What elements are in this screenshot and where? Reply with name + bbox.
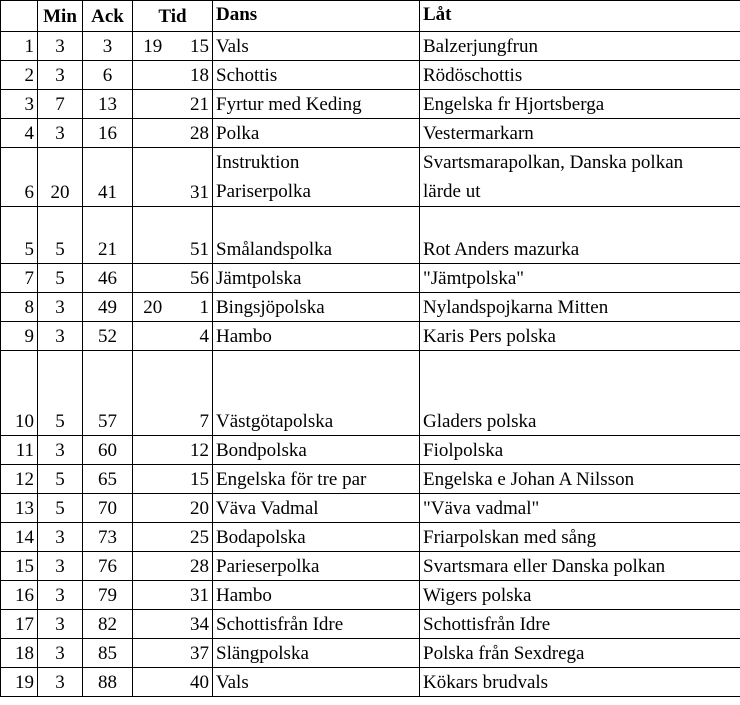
cell-min: 3 bbox=[38, 293, 83, 322]
cell-min: 3 bbox=[38, 581, 83, 610]
cell-lat: Schottisfrån Idre bbox=[420, 610, 740, 639]
cell-tid-minute: 31 bbox=[173, 148, 213, 207]
cell-nr: 18 bbox=[1, 639, 38, 668]
cell-min: 3 bbox=[38, 668, 83, 697]
cell-ack: 21 bbox=[83, 207, 133, 264]
cell-lat: Gladers polska bbox=[420, 351, 740, 436]
cell-min: 5 bbox=[38, 351, 83, 436]
cell-lat: Engelska fr Hjortsberga bbox=[420, 90, 740, 119]
cell-nr: 13 bbox=[1, 494, 38, 523]
cell-ack: 76 bbox=[83, 552, 133, 581]
cell-dans: Fyrtur med Keding bbox=[213, 90, 420, 119]
table-row bbox=[1, 61, 740, 90]
cell-tid-minute: 12 bbox=[173, 436, 213, 465]
cell-min: 3 bbox=[38, 523, 83, 552]
cell-min: 5 bbox=[38, 264, 83, 293]
cell-lat-line: Svartsmarapolkan, Danska polkan bbox=[423, 152, 684, 173]
cell-ack: 88 bbox=[83, 668, 133, 697]
cell-dans: Hambo bbox=[213, 322, 420, 351]
cell-nr: 14 bbox=[1, 523, 38, 552]
cell-dans: Bodapolska bbox=[213, 523, 420, 552]
cell-lat: Fiolpolska bbox=[420, 436, 740, 465]
cell-dans: Schottis bbox=[213, 61, 420, 90]
cell-ack: 65 bbox=[83, 465, 133, 494]
table-row bbox=[1, 552, 740, 581]
cell-lat: Kökars brudvals bbox=[420, 668, 740, 697]
cell-min: 3 bbox=[38, 119, 83, 148]
cell-lat: "Jämtpolska" bbox=[420, 264, 740, 293]
cell-ack: 85 bbox=[83, 639, 133, 668]
cell-min: 7 bbox=[38, 90, 83, 119]
cell-lat: "Väva vadmal" bbox=[420, 494, 740, 523]
cell-dans-line: Instruktion bbox=[216, 152, 300, 173]
table-row bbox=[1, 494, 740, 523]
cell-nr: 4 bbox=[1, 119, 38, 148]
cell-ack: 41 bbox=[83, 148, 133, 207]
cell-tid-minute: 20 bbox=[173, 494, 213, 523]
cell-dans: Bingsjöpolska bbox=[213, 293, 420, 322]
cell-tid-hour bbox=[133, 523, 173, 552]
cell-dans: Parieserpolka bbox=[213, 552, 420, 581]
table-row bbox=[1, 668, 740, 697]
cell-tid-minute: 7 bbox=[173, 351, 213, 436]
cell-tid-hour bbox=[133, 351, 173, 436]
cell-dans: Väva Vadmal bbox=[213, 494, 420, 523]
cell-nr: 11 bbox=[1, 436, 38, 465]
cell-nr: 17 bbox=[1, 610, 38, 639]
cell-tid-minute: 4 bbox=[173, 322, 213, 351]
cell-dans: Smålandspolka bbox=[213, 207, 420, 264]
cell-min: 3 bbox=[38, 322, 83, 351]
cell-min: 3 bbox=[38, 610, 83, 639]
cell-min: 20 bbox=[38, 148, 83, 207]
table-row bbox=[1, 90, 740, 119]
cell-lat: Vestermarkarn bbox=[420, 119, 740, 148]
cell-lat bbox=[420, 148, 740, 207]
cell-nr: 6 bbox=[1, 148, 38, 207]
cell-dans: Vals bbox=[213, 32, 420, 61]
cell-lat: Balzerjungfrun bbox=[420, 32, 740, 61]
cell-lat: Rot Anders mazurka bbox=[420, 207, 740, 264]
cell-nr: 10 bbox=[1, 351, 38, 436]
cell-dans: Västgötapolska bbox=[213, 351, 420, 436]
cell-tid-minute: 56 bbox=[173, 264, 213, 293]
cell-lat: Svartsmara eller Danska polkan bbox=[420, 552, 740, 581]
cell-lat: Friarpolskan med sång bbox=[420, 523, 740, 552]
cell-ack: 13 bbox=[83, 90, 133, 119]
table-row bbox=[1, 148, 740, 207]
cell-ack: 82 bbox=[83, 610, 133, 639]
cell-dans: Jämtpolska bbox=[213, 264, 420, 293]
header-ack: Ack bbox=[83, 1, 133, 32]
cell-tid-hour bbox=[133, 494, 173, 523]
cell-tid-minute: 15 bbox=[173, 32, 213, 61]
cell-tid-minute: 28 bbox=[173, 552, 213, 581]
cell-tid-hour bbox=[133, 668, 173, 697]
table-row bbox=[1, 32, 740, 61]
header-nr bbox=[1, 1, 38, 32]
cell-tid-minute: 40 bbox=[173, 668, 213, 697]
cell-nr: 2 bbox=[1, 61, 38, 90]
cell-min: 3 bbox=[38, 436, 83, 465]
cell-tid-hour bbox=[133, 90, 173, 119]
cell-dans: Engelska för tre par bbox=[213, 465, 420, 494]
cell-nr: 5 bbox=[1, 207, 38, 264]
cell-tid-minute: 31 bbox=[173, 581, 213, 610]
cell-min: 3 bbox=[38, 639, 83, 668]
cell-min: 3 bbox=[38, 552, 83, 581]
cell-tid-hour bbox=[133, 436, 173, 465]
cell-tid-hour: 20 bbox=[133, 293, 173, 322]
header-lat: Låt bbox=[420, 1, 740, 32]
cell-ack: 49 bbox=[83, 293, 133, 322]
cell-tid-minute: 1 bbox=[173, 293, 213, 322]
cell-tid-hour: 19 bbox=[133, 32, 173, 61]
cell-dans bbox=[213, 148, 420, 207]
cell-ack: 46 bbox=[83, 264, 133, 293]
cell-ack: 52 bbox=[83, 322, 133, 351]
cell-ack: 60 bbox=[83, 436, 133, 465]
table-row bbox=[1, 436, 740, 465]
table-row bbox=[1, 523, 740, 552]
cell-ack: 16 bbox=[83, 119, 133, 148]
header-min: Min bbox=[38, 1, 83, 32]
cell-tid-minute: 34 bbox=[173, 610, 213, 639]
header-tid: Tid bbox=[133, 1, 213, 32]
cell-tid-minute: 21 bbox=[173, 90, 213, 119]
cell-nr: 9 bbox=[1, 322, 38, 351]
cell-ack: 73 bbox=[83, 523, 133, 552]
cell-ack: 70 bbox=[83, 494, 133, 523]
cell-tid-hour bbox=[133, 264, 173, 293]
cell-nr: 7 bbox=[1, 264, 38, 293]
cell-tid-hour bbox=[133, 148, 173, 207]
cell-ack: 3 bbox=[83, 32, 133, 61]
table-row bbox=[1, 322, 740, 351]
cell-lat-line: lärde ut bbox=[423, 181, 481, 202]
cell-tid-hour bbox=[133, 639, 173, 668]
cell-min: 3 bbox=[38, 61, 83, 90]
cell-tid-minute: 51 bbox=[173, 207, 213, 264]
cell-tid-hour bbox=[133, 610, 173, 639]
cell-lat: Engelska e Johan A Nilsson bbox=[420, 465, 740, 494]
cell-min: 5 bbox=[38, 465, 83, 494]
cell-nr: 16 bbox=[1, 581, 38, 610]
cell-lat: Karis Pers polska bbox=[420, 322, 740, 351]
cell-dans: Vals bbox=[213, 668, 420, 697]
cell-tid-hour bbox=[133, 465, 173, 494]
cell-dans: Hambo bbox=[213, 581, 420, 610]
table-row bbox=[1, 264, 740, 293]
header-row bbox=[1, 1, 740, 32]
cell-lat: Wigers polska bbox=[420, 581, 740, 610]
cell-lat: Rödöschottis bbox=[420, 61, 740, 90]
cell-lat: Polska från Sexdrega bbox=[420, 639, 740, 668]
cell-lat: Nylandspojkarna Mitten bbox=[420, 293, 740, 322]
cell-ack: 79 bbox=[83, 581, 133, 610]
cell-dans: Slängpolska bbox=[213, 639, 420, 668]
cell-dans: Polka bbox=[213, 119, 420, 148]
cell-min: 5 bbox=[38, 207, 83, 264]
cell-nr: 19 bbox=[1, 668, 38, 697]
cell-tid-hour bbox=[133, 552, 173, 581]
table-row bbox=[1, 119, 740, 148]
cell-tid-minute: 18 bbox=[173, 61, 213, 90]
cell-ack: 57 bbox=[83, 351, 133, 436]
cell-nr: 3 bbox=[1, 90, 38, 119]
cell-tid-hour bbox=[133, 581, 173, 610]
cell-dans: Bondpolska bbox=[213, 436, 420, 465]
cell-nr: 15 bbox=[1, 552, 38, 581]
table-row bbox=[1, 351, 740, 436]
cell-nr: 12 bbox=[1, 465, 38, 494]
table-row bbox=[1, 639, 740, 668]
cell-nr: 1 bbox=[1, 32, 38, 61]
header-dans: Dans bbox=[213, 1, 420, 32]
table-row bbox=[1, 207, 740, 264]
cell-tid-hour bbox=[133, 322, 173, 351]
cell-min: 3 bbox=[38, 32, 83, 61]
table-row bbox=[1, 581, 740, 610]
cell-tid-hour bbox=[133, 61, 173, 90]
cell-tid-hour bbox=[133, 119, 173, 148]
cell-min: 5 bbox=[38, 494, 83, 523]
table-row bbox=[1, 465, 740, 494]
cell-dans-line: Pariserpolka bbox=[216, 181, 311, 202]
cell-ack: 6 bbox=[83, 61, 133, 90]
cell-nr: 8 bbox=[1, 293, 38, 322]
cell-tid-minute: 25 bbox=[173, 523, 213, 552]
cell-dans: Schottisfrån Idre bbox=[213, 610, 420, 639]
cell-tid-minute: 37 bbox=[173, 639, 213, 668]
cell-tid-minute: 15 bbox=[173, 465, 213, 494]
table-row bbox=[1, 610, 740, 639]
table-row bbox=[1, 293, 740, 322]
cell-tid-minute: 28 bbox=[173, 119, 213, 148]
cell-tid-hour bbox=[133, 207, 173, 264]
